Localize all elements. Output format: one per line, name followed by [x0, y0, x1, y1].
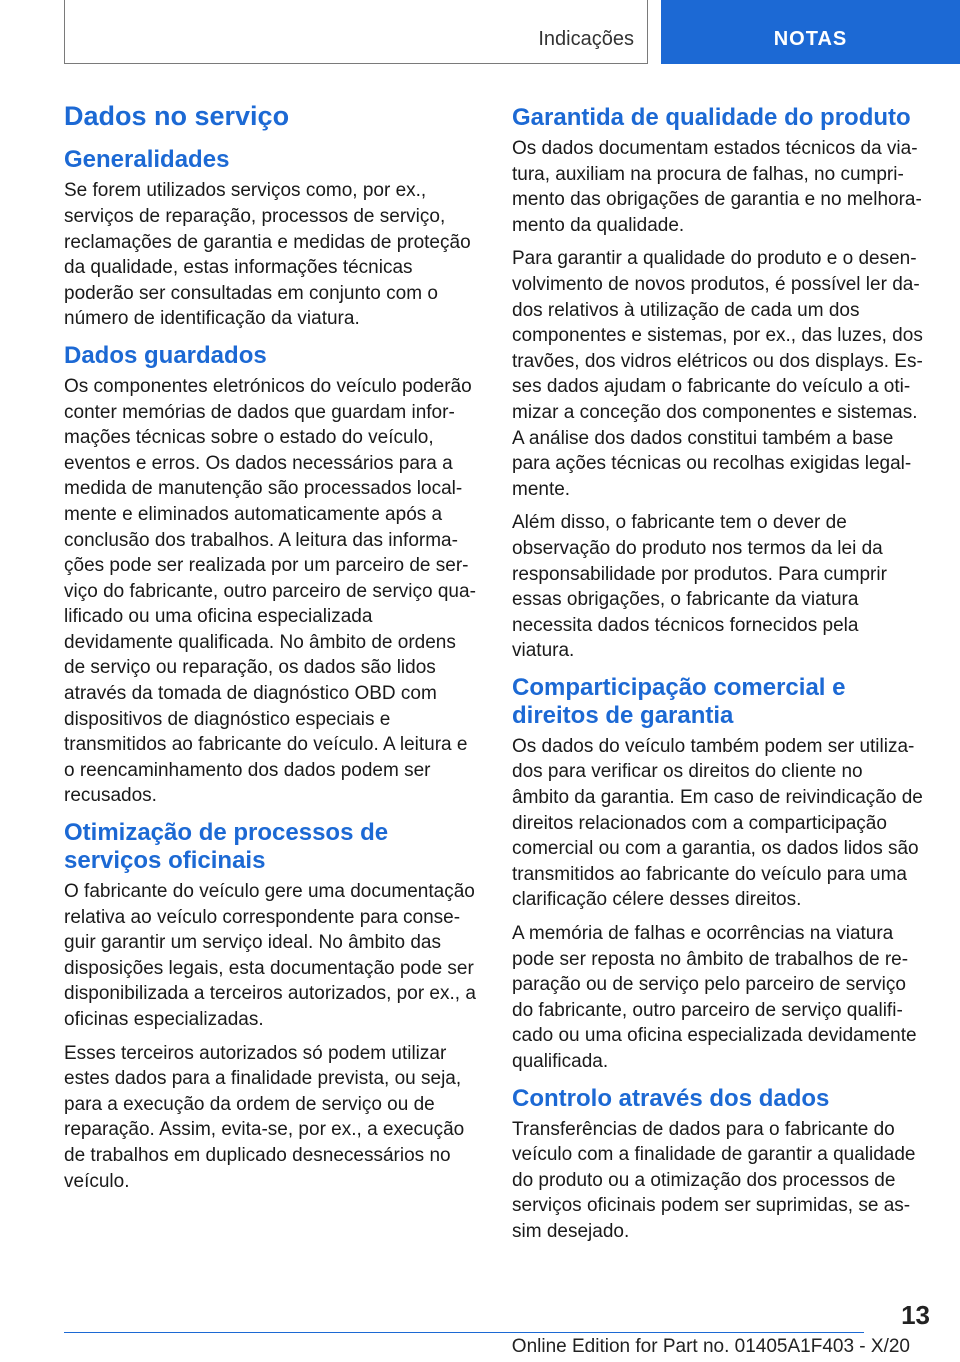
section-heading-dados-guardados: Dados guardados — [64, 341, 267, 369]
section-heading-controlo: Controlo através dos dados — [512, 1084, 830, 1112]
paragraph: Se forem utilizados serviços como, por ex., serviços de reparação, processos de serviço, reclamações de garantia e medidas de proteção da qualidade, estas informações técnicas poderão ser consultadas em conjunto com o número de identificação da viatura. — [64, 180, 471, 330]
section-heading-garantida-qualidade: Garantida de qualidade do produto — [512, 104, 911, 131]
header-section-label: Indicações — [538, 28, 634, 50]
paragraph: Os dados do veículo também podem ser utilizados para verificar os direitos do cliente no âmbito da garantia. Em caso de reivindicação de direitos relacionados com a comparticipação comercial ou com a garantia, os dados lidos são transmitidos ao fabricante do veículo para uma clarificação célere desses direitos. — [512, 735, 923, 911]
right-column — [512, 100, 924, 1253]
paragraph: O fabricante do veículo gere uma documentação relativa ao veículo correspondente para conseguir garantir um serviço ideal. No âmbito das disposições legais, esta documentação pode ser disponibilizada a terceiros autorizados, por ex., a oficinas especializadas. — [64, 881, 476, 1031]
section-heading-comparticipacao: Comparticipação comercial e direitos de garantia — [512, 673, 846, 729]
footer-edition-text: Online Edition for Part no. 01405A1F403 - X/20 — [511, 1336, 910, 1357]
paragraph: Esses terceiros autorizados só podem utilizar estes dados para a finalidade prevista, ou seja, para a execução da ordem de serviço ou de reparação. Assim, evita-se, por ex., a execução de trabalhos em duplicado desnecessários no veículo. — [64, 1042, 465, 1192]
paragraph: Transferências de dados para o fabricante do veículo com a finalidade de garantir a qualidade do produto ou a otimização dos processos de serviços oficinais podem ser suprimidas, se assim desejado. — [512, 1118, 916, 1242]
page-title: Dados no serviço — [64, 101, 290, 131]
section-heading-otimizacao: Otimização de processos de serviços oficinais — [64, 819, 389, 875]
header-chapter-tab: NOTAS — [661, 0, 960, 64]
paragraph: A memória de falhas e ocorrências na viatura pode ser reposta no âmbito de trabalhos de reparação ou de serviço pelo parceiro de serviço do fabricante, outro parceiro de serviço qualificado ou uma oficina especializada devidamente qualificada. — [512, 923, 917, 1072]
section-heading-generalidades: Generalidades — [64, 146, 230, 174]
paragraph: Os componentes eletrónicos do veículo poderão conter memórias de dados que guardam informações técnicas sobre o estado do veículo, eventos e erros. Os dados necessários para a medida de manutenção são processados localmente e eliminados automaticamente após a conclusão dos trabalhos. A leitura das informações pode ser realizada por um parceiro de serviço do fabricante, outro parceiro de serviço qualificado ou uma oficina especializada devidamente qualificada. No âmbito de ordens de serviço ou reparação, os dados são lidos através da tomada de diagnóstico OBD com dispositivos de diagnóstico especiais e transmitidos ao fabricante do veículo. A leitura e o reencaminhamento dos dados podem ser recusados. — [64, 375, 476, 807]
page-number: 13 — [901, 1300, 930, 1330]
paragraph: Para garantir a qualidade do produto e o desenvolvimento de novos produtos, é possível ler dados relativos à utilização de cada um dos componentes e sistemas, por ex., das luzes, dos travões, dos vidros elétricos ou dos displays. Esses dados ajudam o fabricante do veículo a otimizar a conceção dos componentes e sistemas. A análise dos dados constitui também a base para ações técnicas ou recolhas exigidas legalmente. — [512, 248, 923, 500]
paragraph: Além disso, o fabricante tem o dever de observação do produto nos termos da lei da responsabilidade por produtos. Para cumprir essas obrigações, o fabricante da viatura necessita dados técnicos fornecidos pela viatura. — [512, 512, 887, 662]
left-column — [64, 100, 476, 1202]
footer-divider — [64, 1332, 864, 1333]
paragraph: Os dados documentam estados técnicos da viatura, auxiliam na procura de falhas, no cumprimento das obrigações de garantia e no melhoramento da qualidade. — [512, 138, 922, 236]
